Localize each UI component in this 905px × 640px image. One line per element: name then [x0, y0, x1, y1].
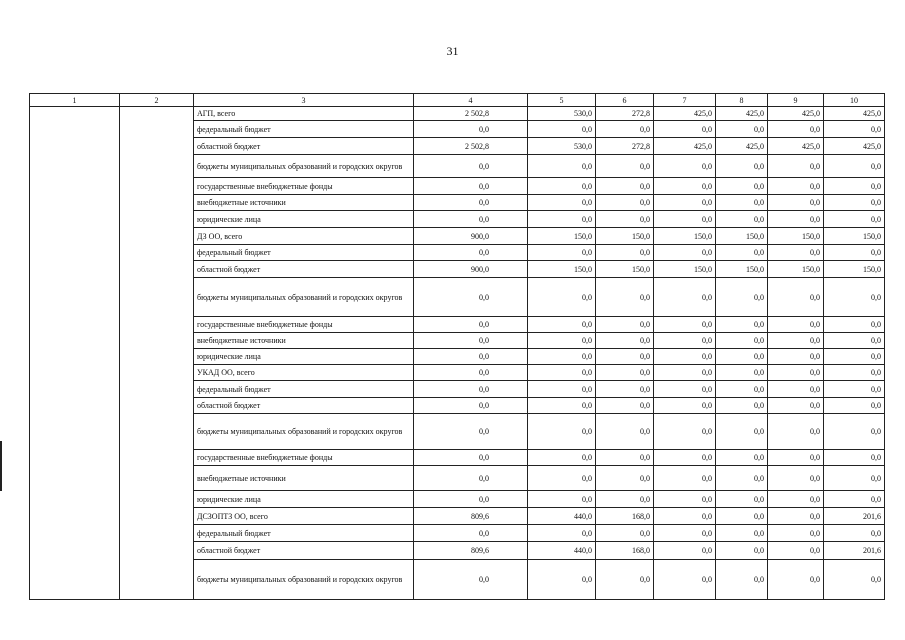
value-cell: 0,0 — [414, 365, 528, 381]
value-cell: 0,0 — [654, 466, 716, 491]
value-cell: 0,0 — [654, 491, 716, 508]
value-cell: 150,0 — [654, 228, 716, 245]
header-cell: 1 — [30, 94, 120, 107]
value-cell: 425,0 — [768, 107, 824, 121]
value-cell: 0,0 — [596, 398, 654, 414]
value-cell: 0,0 — [824, 365, 885, 381]
value-cell: 0,0 — [768, 278, 824, 317]
row-name-cell: бюджеты муниципальных образований и городских округов — [194, 414, 414, 450]
value-cell: 0,0 — [768, 211, 824, 228]
value-cell: 0,0 — [716, 178, 768, 195]
value-cell: 0,0 — [414, 398, 528, 414]
value-cell: 0,0 — [768, 560, 824, 600]
value-cell: 0,0 — [528, 195, 596, 211]
value-cell: 150,0 — [716, 261, 768, 278]
row-name-cell: областной бюджет — [194, 261, 414, 278]
value-cell: 0,0 — [824, 491, 885, 508]
value-cell: 0,0 — [414, 245, 528, 261]
value-cell: 0,0 — [716, 414, 768, 450]
value-cell: 0,0 — [654, 508, 716, 525]
value-cell: 0,0 — [528, 211, 596, 228]
value-cell: 0,0 — [768, 542, 824, 560]
header-cell: 2 — [120, 94, 194, 107]
value-cell: 0,0 — [768, 491, 824, 508]
value-cell: 0,0 — [768, 178, 824, 195]
value-cell: 0,0 — [528, 398, 596, 414]
value-cell: 272,8 — [596, 107, 654, 121]
row-name-cell: бюджеты муниципальных образований и городских округов — [194, 155, 414, 178]
row-name-cell: юридические лица — [194, 211, 414, 228]
value-cell: 0,0 — [528, 121, 596, 138]
value-cell: 809,6 — [414, 542, 528, 560]
value-cell: 150,0 — [824, 261, 885, 278]
value-cell: 0,0 — [528, 381, 596, 398]
value-cell: 0,0 — [596, 178, 654, 195]
value-cell: 0,0 — [716, 349, 768, 365]
value-cell: 440,0 — [528, 508, 596, 525]
value-cell: 0,0 — [654, 525, 716, 542]
value-cell: 0,0 — [654, 450, 716, 466]
value-cell: 530,0 — [528, 107, 596, 121]
header-cell: 8 — [716, 94, 768, 107]
value-cell: 0,0 — [528, 278, 596, 317]
value-cell: 0,0 — [596, 525, 654, 542]
value-cell: 0,0 — [824, 381, 885, 398]
value-cell: 0,0 — [716, 398, 768, 414]
value-cell: 0,0 — [824, 525, 885, 542]
value-cell: 0,0 — [716, 542, 768, 560]
value-cell: 0,0 — [654, 333, 716, 349]
row-name-cell: внебюджетные источники — [194, 195, 414, 211]
value-cell: 0,0 — [824, 317, 885, 333]
value-cell: 0,0 — [716, 278, 768, 317]
value-cell: 0,0 — [528, 178, 596, 195]
value-cell: 0,0 — [654, 278, 716, 317]
value-cell: 0,0 — [716, 365, 768, 381]
row-name-cell: областной бюджет — [194, 138, 414, 155]
row-name-cell: юридические лица — [194, 349, 414, 365]
scan-edge-mark — [0, 441, 2, 491]
value-cell: 0,0 — [596, 121, 654, 138]
value-cell: 0,0 — [654, 178, 716, 195]
value-cell: 425,0 — [824, 138, 885, 155]
value-cell: 0,0 — [414, 381, 528, 398]
value-cell: 0,0 — [654, 381, 716, 398]
value-cell: 0,0 — [654, 211, 716, 228]
value-cell: 0,0 — [596, 491, 654, 508]
row-name-cell: федеральный бюджет — [194, 121, 414, 138]
value-cell: 0,0 — [768, 349, 824, 365]
value-cell: 0,0 — [654, 155, 716, 178]
value-cell: 0,0 — [768, 414, 824, 450]
value-cell: 0,0 — [596, 450, 654, 466]
value-cell: 150,0 — [528, 261, 596, 278]
value-cell: 150,0 — [768, 261, 824, 278]
value-cell: 201,6 — [824, 508, 885, 525]
value-cell: 0,0 — [414, 178, 528, 195]
row-name-cell: областной бюджет — [194, 542, 414, 560]
value-cell: 0,0 — [824, 178, 885, 195]
value-cell: 0,0 — [528, 349, 596, 365]
value-cell: 0,0 — [716, 508, 768, 525]
value-cell: 0,0 — [596, 365, 654, 381]
value-cell: 0,0 — [596, 560, 654, 600]
value-cell: 425,0 — [824, 107, 885, 121]
value-cell: 425,0 — [768, 138, 824, 155]
value-cell: 201,6 — [824, 542, 885, 560]
row-name-cell: государственные внебюджетные фонды — [194, 178, 414, 195]
value-cell: 0,0 — [414, 333, 528, 349]
value-cell: 0,0 — [824, 211, 885, 228]
row-name-cell: внебюджетные источники — [194, 466, 414, 491]
value-cell: 0,0 — [824, 333, 885, 349]
value-cell: 0,0 — [528, 450, 596, 466]
value-cell: 0,0 — [654, 349, 716, 365]
value-cell: 150,0 — [596, 228, 654, 245]
row-name-cell: федеральный бюджет — [194, 381, 414, 398]
value-cell: 0,0 — [768, 508, 824, 525]
value-cell: 0,0 — [528, 491, 596, 508]
value-cell: 0,0 — [768, 525, 824, 542]
value-cell: 150,0 — [654, 261, 716, 278]
value-cell: 0,0 — [824, 450, 885, 466]
value-cell: 0,0 — [414, 525, 528, 542]
value-cell: 0,0 — [768, 245, 824, 261]
row-name-cell: бюджеты муниципальных образований и городских округов — [194, 560, 414, 600]
header-cell: 7 — [654, 94, 716, 107]
header-cell: 5 — [528, 94, 596, 107]
col1-blank-cell — [30, 107, 120, 600]
value-cell: 0,0 — [414, 414, 528, 450]
value-cell: 0,0 — [596, 414, 654, 450]
value-cell: 0,0 — [414, 317, 528, 333]
value-cell: 0,0 — [768, 381, 824, 398]
value-cell: 0,0 — [824, 349, 885, 365]
value-cell: 0,0 — [824, 121, 885, 138]
header-cell: 9 — [768, 94, 824, 107]
value-cell: 0,0 — [768, 333, 824, 349]
value-cell: 0,0 — [716, 450, 768, 466]
value-cell: 0,0 — [716, 333, 768, 349]
value-cell: 900,0 — [414, 261, 528, 278]
table-row — [30, 107, 885, 121]
value-cell: 0,0 — [768, 317, 824, 333]
value-cell: 0,0 — [414, 155, 528, 178]
value-cell: 0,0 — [716, 211, 768, 228]
value-cell: 150,0 — [824, 228, 885, 245]
value-cell: 2 502,8 — [414, 138, 528, 155]
row-name-cell: федеральный бюджет — [194, 525, 414, 542]
row-name-cell: внебюджетные источники — [194, 333, 414, 349]
value-cell: 0,0 — [528, 333, 596, 349]
value-cell: 0,0 — [596, 466, 654, 491]
value-cell: 0,0 — [824, 466, 885, 491]
value-cell: 0,0 — [654, 414, 716, 450]
row-name-cell: государственные внебюджетные фонды — [194, 450, 414, 466]
value-cell: 0,0 — [528, 466, 596, 491]
value-cell: 0,0 — [596, 278, 654, 317]
header-cell: 3 — [194, 94, 414, 107]
value-cell: 0,0 — [528, 245, 596, 261]
value-cell: 0,0 — [716, 525, 768, 542]
value-cell: 0,0 — [596, 195, 654, 211]
value-cell: 0,0 — [716, 560, 768, 600]
value-cell: 0,0 — [596, 211, 654, 228]
value-cell: 0,0 — [654, 398, 716, 414]
value-cell: 0,0 — [414, 195, 528, 211]
value-cell: 0,0 — [414, 450, 528, 466]
value-cell: 0,0 — [716, 195, 768, 211]
value-cell: 0,0 — [768, 121, 824, 138]
value-cell: 0,0 — [528, 560, 596, 600]
value-cell: 168,0 — [596, 542, 654, 560]
value-cell: 0,0 — [824, 398, 885, 414]
value-cell: 0,0 — [768, 466, 824, 491]
value-cell: 0,0 — [596, 333, 654, 349]
value-cell: 0,0 — [654, 560, 716, 600]
value-cell: 0,0 — [654, 542, 716, 560]
header-cell: 4 — [414, 94, 528, 107]
value-cell: 0,0 — [824, 245, 885, 261]
value-cell: 440,0 — [528, 542, 596, 560]
row-name-cell: АГП, всего — [194, 107, 414, 121]
value-cell: 425,0 — [716, 107, 768, 121]
row-name-cell: УКАД ОО, всего — [194, 365, 414, 381]
value-cell: 0,0 — [654, 195, 716, 211]
value-cell: 425,0 — [654, 138, 716, 155]
value-cell: 0,0 — [716, 466, 768, 491]
value-cell: 0,0 — [824, 195, 885, 211]
value-cell: 0,0 — [414, 491, 528, 508]
budget-table — [29, 93, 885, 600]
value-cell: 0,0 — [768, 365, 824, 381]
value-cell: 0,0 — [596, 317, 654, 333]
value-cell: 150,0 — [596, 261, 654, 278]
value-cell: 900,0 — [414, 228, 528, 245]
value-cell: 0,0 — [528, 317, 596, 333]
value-cell: 0,0 — [768, 398, 824, 414]
value-cell: 150,0 — [768, 228, 824, 245]
header-cell: 6 — [596, 94, 654, 107]
value-cell: 425,0 — [654, 107, 716, 121]
value-cell: 0,0 — [414, 466, 528, 491]
value-cell: 0,0 — [716, 245, 768, 261]
value-cell: 272,8 — [596, 138, 654, 155]
value-cell: 0,0 — [654, 317, 716, 333]
row-name-cell: бюджеты муниципальных образований и городских округов — [194, 278, 414, 317]
value-cell: 0,0 — [716, 381, 768, 398]
value-cell: 0,0 — [654, 245, 716, 261]
value-cell: 0,0 — [768, 195, 824, 211]
value-cell: 0,0 — [528, 525, 596, 542]
value-cell: 2 502,8 — [414, 107, 528, 121]
value-cell: 530,0 — [528, 138, 596, 155]
value-cell: 0,0 — [414, 211, 528, 228]
value-cell: 425,0 — [716, 138, 768, 155]
value-cell: 150,0 — [716, 228, 768, 245]
header-cell: 10 — [824, 94, 885, 107]
row-name-cell: федеральный бюджет — [194, 245, 414, 261]
row-name-cell: государственные внебюджетные фонды — [194, 317, 414, 333]
value-cell: 0,0 — [768, 450, 824, 466]
value-cell: 0,0 — [716, 491, 768, 508]
value-cell: 809,6 — [414, 508, 528, 525]
value-cell: 0,0 — [596, 349, 654, 365]
page-number: 31 — [446, 44, 459, 58]
value-cell: 0,0 — [596, 381, 654, 398]
value-cell: 0,0 — [596, 155, 654, 178]
value-cell: 0,0 — [824, 155, 885, 178]
value-cell: 0,0 — [654, 121, 716, 138]
value-cell: 0,0 — [528, 414, 596, 450]
value-cell: 0,0 — [716, 317, 768, 333]
value-cell: 150,0 — [528, 228, 596, 245]
value-cell: 0,0 — [528, 365, 596, 381]
value-cell: 0,0 — [716, 121, 768, 138]
row-name-cell: юридические лица — [194, 491, 414, 508]
value-cell: 0,0 — [528, 155, 596, 178]
value-cell: 0,0 — [414, 121, 528, 138]
value-cell: 0,0 — [824, 414, 885, 450]
value-cell: 0,0 — [824, 278, 885, 317]
row-name-cell: ДСЗОПТЗ ОО, всего — [194, 508, 414, 525]
value-cell: 0,0 — [596, 245, 654, 261]
value-cell: 0,0 — [414, 349, 528, 365]
row-name-cell: ДЗ ОО, всего — [194, 228, 414, 245]
header-row — [30, 94, 885, 107]
value-cell: 0,0 — [654, 365, 716, 381]
row-name-cell: областной бюджет — [194, 398, 414, 414]
value-cell: 0,0 — [414, 278, 528, 317]
value-cell: 168,0 — [596, 508, 654, 525]
value-cell: 0,0 — [768, 155, 824, 178]
col2-blank-cell — [120, 107, 194, 600]
value-cell: 0,0 — [414, 560, 528, 600]
value-cell: 0,0 — [716, 155, 768, 178]
value-cell: 0,0 — [824, 560, 885, 600]
